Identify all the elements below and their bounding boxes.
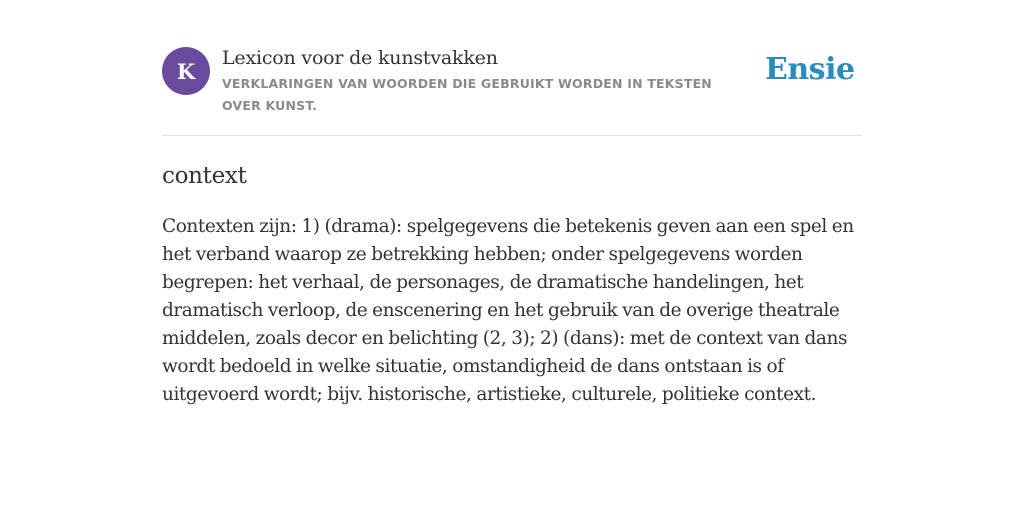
entry-term: context: [162, 163, 247, 189]
entry-card: [162, 46, 862, 409]
lexicon-title[interactable]: Lexicon voor de kunstvakken: [222, 47, 498, 69]
lexicon-avatar[interactable]: [162, 47, 210, 95]
brand-logo[interactable]: Ensie: [765, 52, 855, 87]
avatar-letter: K: [176, 58, 196, 84]
lexicon-header: [162, 46, 862, 136]
entry-definition: Contexten zijn: 1) (drama): spelgegevens die betekenis geven aan een spel en het verband waarop ze betrekking hebben; onder spelgegevens worden begrepen: het verhaal, de personages, de dramatische handelingen, het dramatisch verloop, de enscenering en het gebruik van de overige theatrale middelen, zoals decor en belichting (2, 3); 2) (dans): met de context van dans wordt bedoeld in welke situatie, omstandigheid de dans ontstaan is of uitgevoerd wordt; bijv. historische, artistieke, culturele, politieke context.: [162, 216, 854, 405]
lexicon-subtitle: VERKLARINGEN VAN WOORDEN DIE GEBRUIKT WORDEN IN TEKSTEN OVER KUNST.: [222, 76, 712, 113]
lexicon-titles: [222, 46, 742, 117]
